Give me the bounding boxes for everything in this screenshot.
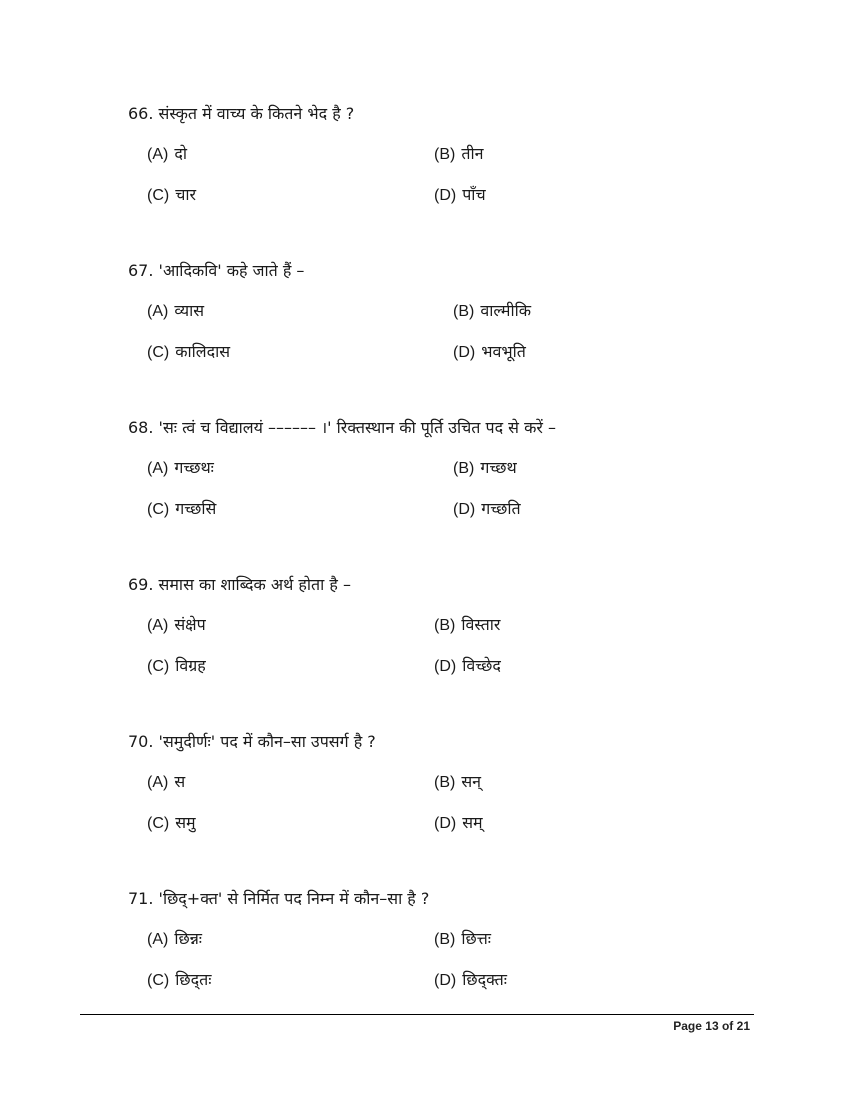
option-d [434,655,501,678]
option-d [434,969,507,992]
option-text: व्यास [174,301,205,320]
question-number: 69. [128,575,154,594]
option-b [434,143,483,166]
option-text: विच्छेद [462,656,501,675]
question-text [128,574,351,596]
question-prompt: 'आदिकवि' कहे जाते हैं – [158,261,305,280]
question-prompt: 'सः त्वं च विद्यालयं –––––– ।' रिक्तस्थान की पूर्ति उचित पद से करें – [158,418,557,437]
option-b [434,614,500,637]
option-label: (C) [147,344,170,361]
footer-divider [80,1014,754,1015]
option-text: संक्षेप [174,615,206,634]
question-69 [0,574,850,694]
option-label: (D) [434,658,457,675]
option-a [147,457,214,480]
option-text: गच्छति [481,499,521,518]
option-label: (A) [147,146,169,163]
option-b [453,457,517,480]
question-71 [0,888,850,1008]
option-label: (D) [434,815,457,832]
option-d [453,341,526,364]
option-b [434,928,491,951]
question-67 [0,260,850,380]
option-label: (D) [453,344,476,361]
option-text: समु [175,813,196,832]
option-label: (A) [147,303,169,320]
option-text: छिद्तः [175,970,212,989]
page-label: Page [673,1019,702,1033]
question-prompt: समास का शाब्दिक अर्थ होता है – [158,575,351,594]
option-b [434,771,481,794]
option-label: (C) [147,501,170,518]
option-a [147,300,204,323]
option-label: (B) [453,460,475,477]
option-label: (B) [434,146,456,163]
option-text: सन् [461,772,482,791]
option-c [147,341,230,364]
option-label: (A) [147,460,169,477]
option-label: (D) [434,187,457,204]
option-a [147,143,187,166]
question-text [128,103,354,125]
option-text: स [174,772,186,791]
page-footer [673,1019,750,1033]
question-68 [0,417,850,537]
question-number: 66. [128,104,154,123]
option-text: चार [175,185,197,204]
option-text: पाँच [462,185,486,204]
option-text: कालिदास [175,342,231,361]
option-text: छिन्नः [174,929,203,948]
option-text: छित्तः [461,929,491,948]
question-prompt: संस्कृत में वाच्य के कितने भेद है ? [158,104,355,123]
option-a [147,928,202,951]
question-number: 68. [128,418,154,437]
option-text: विस्तार [461,615,501,634]
option-c [147,498,216,521]
option-label: (C) [147,972,170,989]
question-text [128,731,376,753]
option-text: गच्छथः [174,458,214,477]
option-label: (B) [434,774,456,791]
option-text: गच्छसि [175,499,217,518]
option-a [147,614,206,637]
option-b [453,300,531,323]
option-label: (B) [453,303,475,320]
question-prompt: 'समुदीर्णः' पद में कौन–सा उपसर्ग है ? [158,732,376,751]
question-prompt: 'छिद्+क्त' से निर्मित पद निम्न में कौन–सा है ? [158,889,430,908]
of-label: of [721,1019,734,1033]
page-number: 13 [705,1019,719,1033]
option-d [434,812,483,835]
question-number: 71. [128,889,154,908]
option-label: (C) [147,815,170,832]
option-text: दो [174,144,187,163]
option-label: (B) [434,617,456,634]
question-text [128,888,429,910]
option-label: (C) [147,658,170,675]
option-c [147,655,206,678]
question-66 [0,103,850,223]
option-c [147,184,196,207]
option-label: (A) [147,774,169,791]
question-number: 67. [128,261,154,280]
total-pages: 21 [736,1019,750,1033]
question-text [128,260,304,282]
option-label: (D) [434,972,457,989]
option-label: (B) [434,931,456,948]
option-a [147,771,185,794]
question-70 [0,731,850,851]
option-text: भवभूति [481,342,526,361]
option-d [434,184,486,207]
option-text: सम् [462,813,483,832]
option-text: छिद्क्तः [462,970,508,989]
option-label: (A) [147,617,169,634]
option-label: (D) [453,501,476,518]
question-number: 70. [128,732,154,751]
option-label: (C) [147,187,170,204]
option-d [453,498,521,521]
option-c [147,812,196,835]
option-text: वाल्मीकि [480,301,532,320]
option-c [147,969,211,992]
option-label: (A) [147,931,169,948]
option-text: तीन [461,144,484,163]
question-text [128,417,556,439]
option-text: विग्रह [175,656,206,675]
option-text: गच्छथ [480,458,517,477]
